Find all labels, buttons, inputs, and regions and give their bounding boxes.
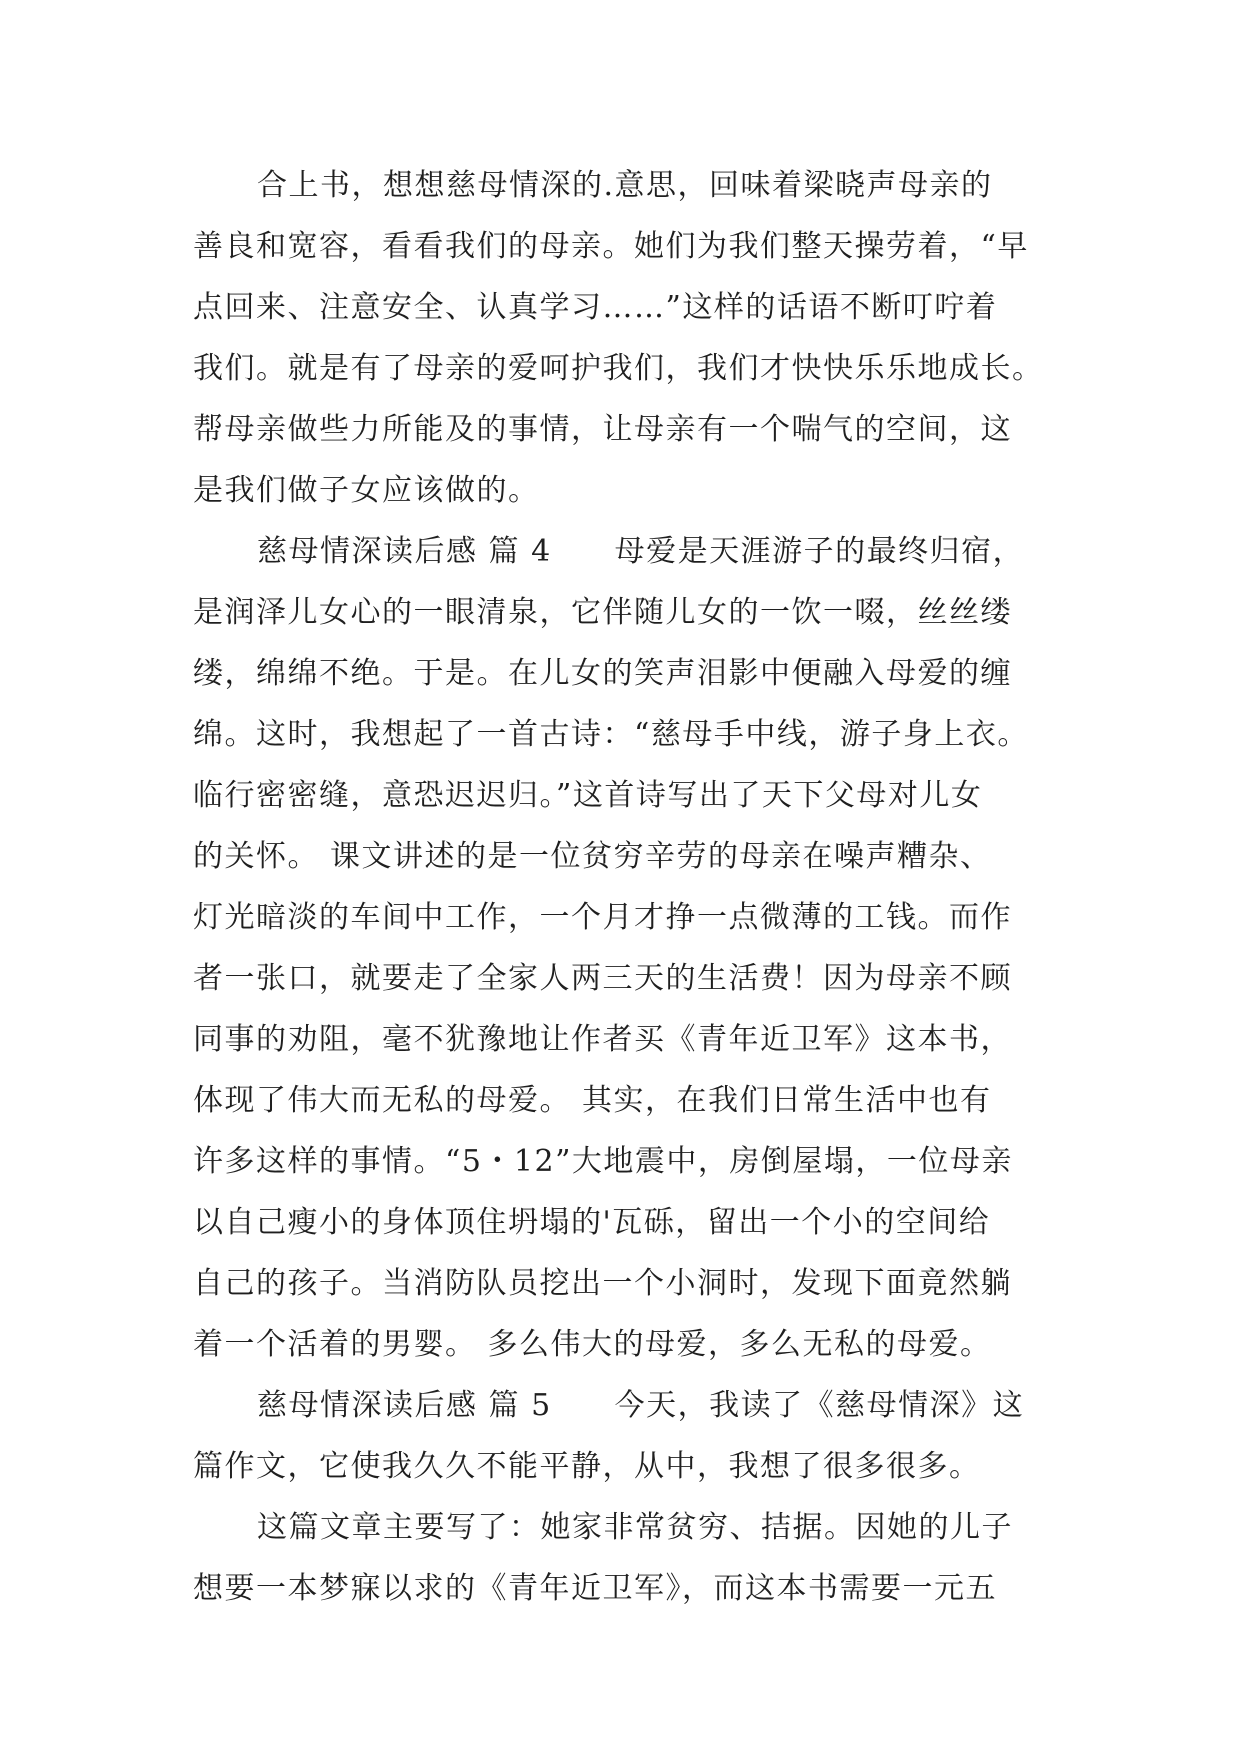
text-line: 者一张口，就要走了全家人两三天的生活费！因为母亲不顾 [193,961,1012,996]
section-heading-line: 慈母情深读后感 篇 4 母爱是天涯游子的最终归宿， [257,534,1025,569]
text-line: 绵。这时，我想起了一首古诗：“慈母手中线，游子身上衣。 [193,717,1029,752]
text-line: 帮母亲做些力所能及的事情，让母亲有一个喘气的空间，这 [193,412,1012,447]
text-line: 着一个活着的男婴。 多么伟大的母爱，多么无私的母爱。 [193,1327,992,1362]
text-line: 以自己瘦小的身体顶住坍塌的'瓦砾，留出一个小的空间给 [193,1205,991,1240]
text-line: 想要一本梦寐以求的《青年近卫军》，而这本书需要一元五 [193,1571,997,1606]
text-line: 善良和宽容，看看我们的母亲。她们为我们整天操劳着，“早 [193,229,1029,264]
section-heading-line: 慈母情深读后感 篇 5 今天，我读了《慈母情深》这 [257,1388,1025,1423]
text-line: 我们。就是有了母亲的爱呵护我们，我们才快快乐乐地成长。 [193,351,1044,386]
text-line: 缕，绵绵不绝。于是。在儿女的笑声泪影中便融入母爱的缠 [193,656,1012,691]
text-line: 是我们做子女应该做的。 [193,473,540,508]
text-line: 自己的孩子。当消防队员挖出一个小洞时，发现下面竟然躺 [193,1266,1012,1301]
text-line: 这篇文章主要写了：她家非常贫穷、拮据。因她的儿子 [257,1510,1013,1545]
text-line: 同事的劝阻，毫不犹豫地让作者买《青年近卫军》这本书， [193,1022,1012,1057]
document-body [193,155,1063,1619]
text-line: 合上书，想想慈母情深的.意思，回味着梁晓声母亲的 [257,168,993,203]
text-line: 灯光暗淡的车间中工作，一个月才挣一点微薄的工钱。而作 [193,900,1012,935]
text-line: 体现了伟大而无私的母爱。 其实，在我们日常生活中也有 [193,1083,992,1118]
text-line: 临行密密缝，意恐迟迟归。”这首诗写出了天下父母对儿女 [193,778,983,813]
text-line: 许多这样的事情。“5・12”大地震中，房倒屋塌，一位母亲 [193,1144,1013,1179]
text-line: 点回来、注意安全、认真学习……”这样的话语不断叮咛着 [193,290,998,325]
text-line: 的关怀。 课文讲述的是一位贫穷辛劳的母亲在噪声糟杂、 [193,839,992,874]
text-line: 篇作文，它使我久久不能平静，从中，我想了很多很多。 [193,1449,981,1484]
text-line: 是润泽儿女心的一眼清泉，它伴随儿女的一饮一啜，丝丝缕 [193,595,1012,630]
